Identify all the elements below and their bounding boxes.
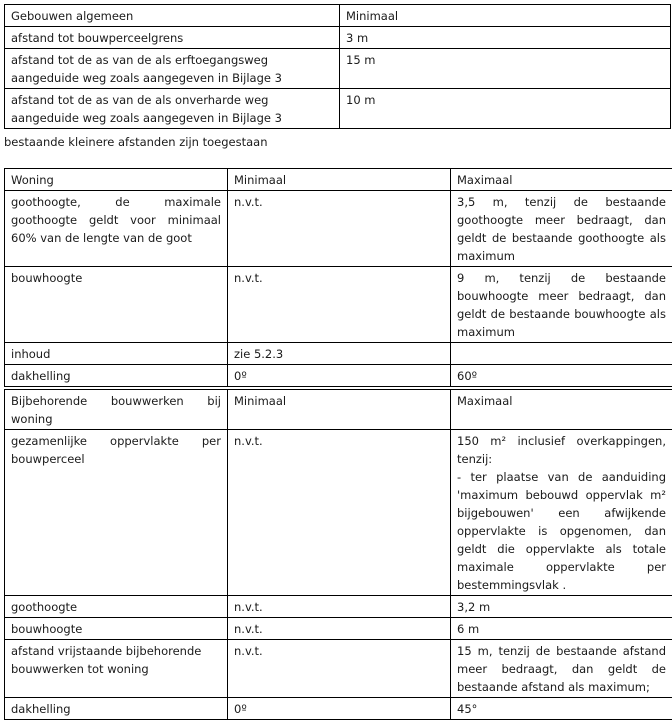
header-cell: Woning — [5, 169, 228, 191]
header-cell: Minimaal — [228, 169, 451, 191]
header-cell: Minimaal — [340, 5, 671, 27]
table-cell: n.v.t. — [228, 430, 451, 596]
table-row — [5, 191, 672, 267]
header-cell: Maximaal — [451, 169, 672, 191]
table-cell: 3 m — [340, 27, 671, 49]
table-cell: 0º — [228, 365, 451, 387]
table-cell: n.v.t. — [228, 618, 451, 640]
bijbehorende-bouwwerken-table — [4, 389, 672, 720]
table-row — [5, 618, 672, 640]
gebouwen-algemeen-table — [4, 4, 671, 129]
table-cell: gezamenlijke oppervlakte per bouwperceel — [5, 430, 228, 596]
table-cell: afstand tot de as van de als erftoegangsweg aangeduide weg zoals aangegeven in Bijlage 3 — [5, 49, 340, 89]
table-cell: afstand tot bouwperceelgrens — [5, 27, 340, 49]
table-cell: n.v.t. — [228, 640, 451, 698]
table-cell — [451, 343, 672, 365]
table-cell: afstand tot de as van de als onverharde weg aangeduide weg zoals aangegeven in Bijlage 3 — [5, 89, 340, 129]
table-row — [5, 640, 672, 698]
table-cell: 15 m — [340, 49, 671, 89]
table-row — [5, 49, 671, 89]
table-row — [5, 343, 672, 365]
header-cell: Maximaal — [451, 390, 672, 430]
header-cell: Gebouwen algemeen — [5, 5, 340, 27]
table-cell: afstand vrijstaande bijbehorende bouwwerken tot woning — [5, 640, 228, 698]
table-cell: 15 m, tenzij de bestaande afstand meer bedraagt, dan geldt de bestaande afstand als maximum; — [451, 640, 672, 698]
table-row — [5, 596, 672, 618]
table-cell: 60º — [451, 365, 672, 387]
table-cell: 10 m — [340, 89, 671, 129]
table-cell: 3,5 m, tenzij de bestaande goothoogte meer bedraagt, dan geldt de bestaande goothoogte als maximum — [451, 191, 672, 267]
note-text: bestaande kleinere afstanden zijn toegestaan — [4, 134, 267, 150]
table-header-row — [5, 5, 671, 27]
header-cell: Minimaal — [228, 390, 451, 430]
table-cell: 45° — [451, 698, 672, 720]
table-cell: goothoogte, de maximale goothoogte geldt voor minimaal 60% van de lengte van de goot — [5, 191, 228, 267]
table-header-row — [5, 390, 672, 430]
woning-table — [4, 168, 672, 387]
table-cell: n.v.t. — [228, 267, 451, 343]
table-cell: 150 m² inclusief overkappingen, tenzij: - ter plaatse van de aanduiding 'maximum bebouwd oppervlak m² bijgebouwen' een afwijkende oppervlakte is opgenomen, dan geldt die oppervlakte als totale maximale oppervlakte per bestemmingsvlak . — [451, 430, 672, 596]
table-cell: n.v.t. — [228, 596, 451, 618]
table-header-row — [5, 169, 672, 191]
table-cell: 9 m, tenzij de bestaande bouwhoogte meer bedraagt, dan geldt de bestaande bouwhoogte als maximum — [451, 267, 672, 343]
table-cell: 6 m — [451, 618, 672, 640]
header-cell: Bijbehorende bouwwerken bij woning — [5, 390, 228, 430]
table-cell: 0º — [228, 698, 451, 720]
table-row — [5, 27, 671, 49]
table-row — [5, 365, 672, 387]
table-row — [5, 430, 672, 596]
table-row — [5, 267, 672, 343]
table-cell: dakhelling — [5, 365, 228, 387]
table-cell: dakhelling — [5, 698, 228, 720]
table-cell: bouwhoogte — [5, 267, 228, 343]
table-cell: n.v.t. — [228, 191, 451, 267]
table-cell: goothoogte — [5, 596, 228, 618]
table-cell: 3,2 m — [451, 596, 672, 618]
table-cell: inhoud — [5, 343, 228, 365]
table-row — [5, 89, 671, 129]
table-cell: bouwhoogte — [5, 618, 228, 640]
table-row — [5, 698, 672, 720]
table-cell: zie 5.2.3 — [228, 343, 451, 365]
